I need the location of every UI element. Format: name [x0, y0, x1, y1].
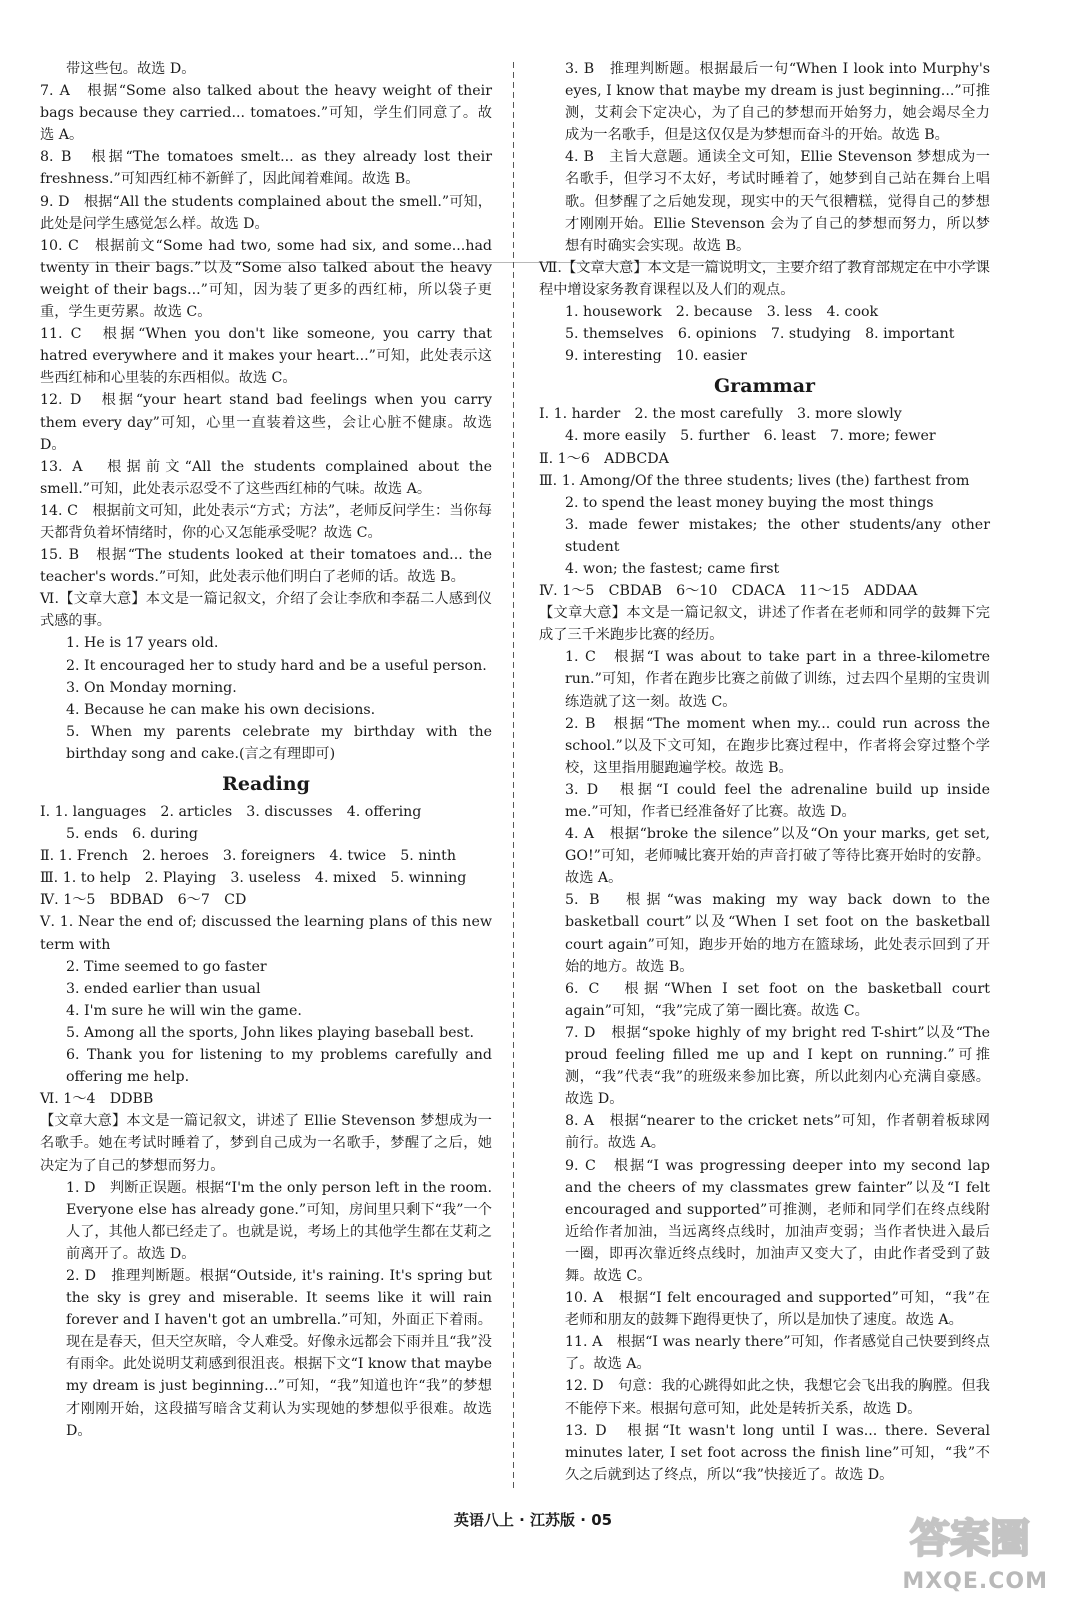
section-heading: Grammar	[713, 375, 816, 398]
answer-paragraph: 3. ended earlier than usual	[66, 980, 261, 997]
answer-paragraph: 4. B 主旨大意题。通读全文可知，Ellie Stevenson 梦想成为一名歌手，但学习不太好，考试时睡着了，她梦到自己站在舞台上唱歌。但梦醒了之后她发现，现实中的天气很糟糕，觉得自己的梦想才刚刚开始。Ellie Stevenson 会为了自己的梦想而努力，所以梦想有时确实会实现。故选 B。	[565, 149, 990, 254]
answer-paragraph: Ⅳ. 1～5 CBDAB 6～10 CDACA 11～15 ADDAA	[539, 583, 918, 600]
watermark-text: MXQE.COM	[902, 1569, 1048, 1594]
answer-paragraph: 12. D 句意：我的心跳得如此之快，我想它会飞出我的胸膛。但我不能停下来。根据句意可知，此处是转折关系，故选 D。	[565, 1378, 990, 1417]
answer-paragraph: 2. Time seemed to go faster	[66, 958, 267, 975]
answer-paragraph: 【文章大意】本文是一篇记叙文，讲述了 Ellie Stevenson 梦想成为一名歌手。她在考试时睡着了，梦到自己成为一名歌手，梦醒了之后，她决定为了自己的梦想而努力。	[40, 1113, 492, 1174]
page-footer: 英语八上 · 江苏版 · 05	[453, 1511, 613, 1529]
answer-paragraph: Ⅳ. 1～5 BDBAD 6～7 CD	[40, 892, 247, 909]
answer-paragraph: 13. D 根据“It wasn't long until I was... there. Several minutes later, I set foot across the finish line”可知，“我”不久之后就到达了终点，所以“我”快接近了。故选 D。	[565, 1422, 990, 1483]
answer-paragraph: 5. B 根据“was making my way back down to the basketball court”以及“When I set foot on the basketball court again”可知，跑步开始的地方在篮球场，此处表示回到了开始的地方。故选 B。	[565, 892, 990, 975]
answer-paragraph: 4. I'm sure he will win the game.	[66, 1002, 302, 1019]
answer-paragraph: Ⅱ. 1～6 ADBCDA	[539, 450, 669, 467]
watermark-logo-icon	[900, 1508, 1040, 1564]
answer-paragraph: 3. B 推理判断题。根据最后一句“When I look into Murphy's eyes, I know that maybe my dream is just beginning...”可推测，艾莉会下定决心，为了自己的梦想而开始努力，她会竭尽全力成为一名歌手，但是这仅仅是为梦想而奋斗的开始。故选 B。	[565, 61, 990, 144]
answer-paragraph: 12. D 根据“your heart stand bad feelings when you carry them every day”可知，心里一直装着这些，会让心脏不健康。故选 D。	[40, 392, 492, 453]
right-column	[539, 58, 990, 1486]
answer-paragraph: Ⅶ.【文章大意】本文是一篇说明文，主要介绍了教育部规定在中小学课程中增设家务教育课程以及人们的观点。	[539, 259, 990, 298]
watermark-logo-text: 答案圈	[910, 1516, 1030, 1562]
watermark	[890, 1500, 1060, 1598]
answer-paragraph: 带这些包。故选 D。	[66, 61, 196, 77]
answer-paragraph: 14. C 根据前文可知，此处表示“方式；方法”，老师反问学生：当你每天都背负着坏情绪时，你的心又怎能承受呢？故选 C。	[40, 502, 492, 541]
answer-paragraph: 2. D 推理判断题。根据“Outside, it's raining. It's spring but the sky is grey and miserable. It seems like it will rain forever and I haven't got an umbrella.”可知，外面正下着雨。现在是春天，但天空灰暗，令人难受。好像永远都会下雨并且“我”没有雨伞。此处说明艾莉感到很沮丧。根据下文“I know that maybe my dream is just beginning...”可知，“我”知道也许“我”的梦想才刚刚开始，这段描写暗含艾莉认为实现她的梦想似乎很难。故选 D。	[66, 1267, 492, 1439]
answer-paragraph: 4. won; the fastest; came first	[565, 560, 780, 577]
answer-paragraph: 4. more easily 5. further 6. least 7. more; fewer	[565, 428, 936, 445]
answer-paragraph: 8. B 根据“The tomatoes smelt... as they already lost their freshness.”可知西红柿不新鲜了，因此闻着难闻。故选 B。	[40, 149, 492, 188]
answer-paragraph: 10. C 根据前文“Some had two, some had six, and some...had twenty in their bags.”以及“Some also talked about the heavy weight of their bags...”可知，因为装了更多的西红柿，所以袋子更重，学生更劳累。故选 C。	[40, 237, 492, 321]
answer-paragraph: 11. C 根据“When you don't like someone, you carry that hatred everywhere and it makes your heart...”可知，此处表示这些西红柿和心里装的东西相似。故选 C。	[40, 326, 492, 387]
answer-paragraph: 5. themselves 6. opinions 7. studying 8. important	[565, 326, 955, 343]
answer-paragraph: 2. It encouraged her to study hard and be a useful person.	[66, 657, 487, 674]
answer-paragraph: 1. housework 2. because 3. less 4. cook	[565, 304, 879, 321]
answer-paragraph: 9. C 根据“I was progressing deeper into my second lap and the cheers of my classmates grew fainter”以及“I felt encouraged and supported”可推测，老师和同学们在终点线附近给作者加油，当远离终点线时，加油声变弱；当作者快进入最后一圈，即再次靠近终点线时，加油声又变大了，由此作者受到了鼓舞。故选 C。	[565, 1157, 990, 1284]
answer-paragraph: Ⅰ. 1. harder 2. the most carefully 3. more slowly	[539, 406, 902, 423]
answer-paragraph: 3. D 根据“I could feel the adrenaline build up inside me.”可知，作者已经准备好了比赛。故选 D。	[565, 781, 990, 820]
answer-paragraph: 4. Because he can make his own decisions.	[66, 701, 376, 718]
answer-paragraph: 5. When my parents celebrate my birthday with the birthday song and cake.(言之有理即可)	[66, 723, 492, 762]
answer-paragraph: 1. D 判断正误题。根据“I'm the only person left in the room. Everyone else has already gone.”可知，房间里只剩下“我”一个人了，其他人都已经走了。也就是说，考场上的其他学生都在艾莉之前离开了。故选 D。	[66, 1179, 492, 1262]
answer-paragraph: 【文章大意】本文是一篇记叙文，讲述了作者在老师和同学的鼓舞下完成了三千米跑步比赛的经历。	[539, 605, 990, 644]
answer-paragraph: 3. made fewer mistakes; the other students/any other student	[565, 516, 990, 555]
answer-paragraph: Ⅱ. 1. French 2. heroes 3. foreigners 4. twice 5. ninth	[40, 848, 456, 865]
left-column	[40, 58, 492, 1442]
section-heading: Reading	[222, 773, 310, 795]
answer-paragraph: Ⅰ. 1. languages 2. articles 3. discusses 4. offering	[40, 804, 422, 820]
answer-paragraph: 15. B 根据“The students looked at their tomatoes and... the teacher's words.”可知，此处表示他们明白了老师的话。故选 B。	[40, 547, 492, 586]
column-divider	[513, 62, 514, 1492]
answer-paragraph: 2. to spend the least money buying the most things	[565, 494, 934, 511]
answer-paragraph: Ⅴ. 1. Near the end of; discussed the learning plans of this new term with	[40, 914, 492, 953]
answer-paragraph: 5. ends 6. during	[66, 826, 198, 843]
answer-paragraph: Ⅲ. 1. to help 2. Playing 3. useless 4. mixed 5. winning	[40, 870, 467, 887]
answer-paragraph: 6. Thank you for listening to my problems carefully and offering me help.	[66, 1047, 492, 1086]
answer-paragraph: 7. D 根据“spoke highly of my bright red T-shirt”以及“The proud feeling filled me up and I kept on running.”可推测，“我”代表“我”的班级来参加比赛，所以此刻内心充满自豪感。故选 D。	[565, 1024, 990, 1108]
answer-paragraph: Ⅲ. 1. Among/Of the three students; lives (the) farthest from	[539, 472, 970, 489]
answer-paragraph: 11. A 根据“I was nearly there”可知，作者感觉自己快要到终点了。故选 A。	[565, 1334, 990, 1373]
answer-paragraph: 1. He is 17 years old.	[66, 635, 219, 652]
answer-paragraph: 9. interesting 10. easier	[565, 348, 747, 365]
answer-paragraph: 6. C 根据“When I set foot on the basketball court again”可知，“我”完成了第一圈比赛。故选 C。	[565, 980, 990, 1019]
answer-paragraph: 3. On Monday morning.	[66, 679, 237, 696]
answer-paragraph: Ⅵ. 1～4 DDBB	[40, 1091, 154, 1108]
answer-paragraph: 9. D 根据“All the students complained about the smell.”可知，此处是问学生感觉怎么样。故选 D。	[40, 193, 492, 232]
answer-paragraph: 2. B 根据“The moment when my... could run across the school.”以及下文可知，在跑步比赛过程中，作者将会穿过整个学校，这里指用腿跑遍学校。故选 B。	[565, 715, 990, 776]
answer-paragraph: 1. C 根据“I was about to take part in a three-kilometre run.”可知，作者在跑步比赛之前做了训练，过去四个星期的宝贵训练造就了这一刻。故选 C。	[565, 649, 990, 710]
answer-paragraph: Ⅵ.【文章大意】本文是一篇记叙文，介绍了会让李欣和李磊二人感到仪式感的事。	[40, 591, 492, 630]
answer-paragraph: 7. A 根据“Some also talked about the heavy weight of their bags because they carried... tomatoes.”可知，学生们同意了。故选 A。	[40, 83, 492, 144]
answer-paragraph: 4. A 根据“broke the silence”以及“On your marks, get set, GO!”可知，老师喊比赛开始的声音打破了等待比赛开始时的安静。故选 A。	[565, 826, 990, 887]
answer-paragraph: 8. A 根据“nearer to the cricket nets”可知，作者朝着板球网前行。故选 A。	[565, 1113, 990, 1152]
answer-paragraph: 5. Among all the sports, John likes playing baseball best.	[66, 1024, 475, 1041]
answer-paragraph: 10. A 根据“I felt encouraged and supported”可知，“我”在老师和朋友的鼓舞下跑得更快了，所以是加快了速度。故选 A。	[565, 1290, 990, 1329]
answer-paragraph: 13. A 根据前文“All the students complained about the smell.”可知，此处表示忍受不了这些西红柿的气味。故选 A。	[40, 458, 492, 497]
